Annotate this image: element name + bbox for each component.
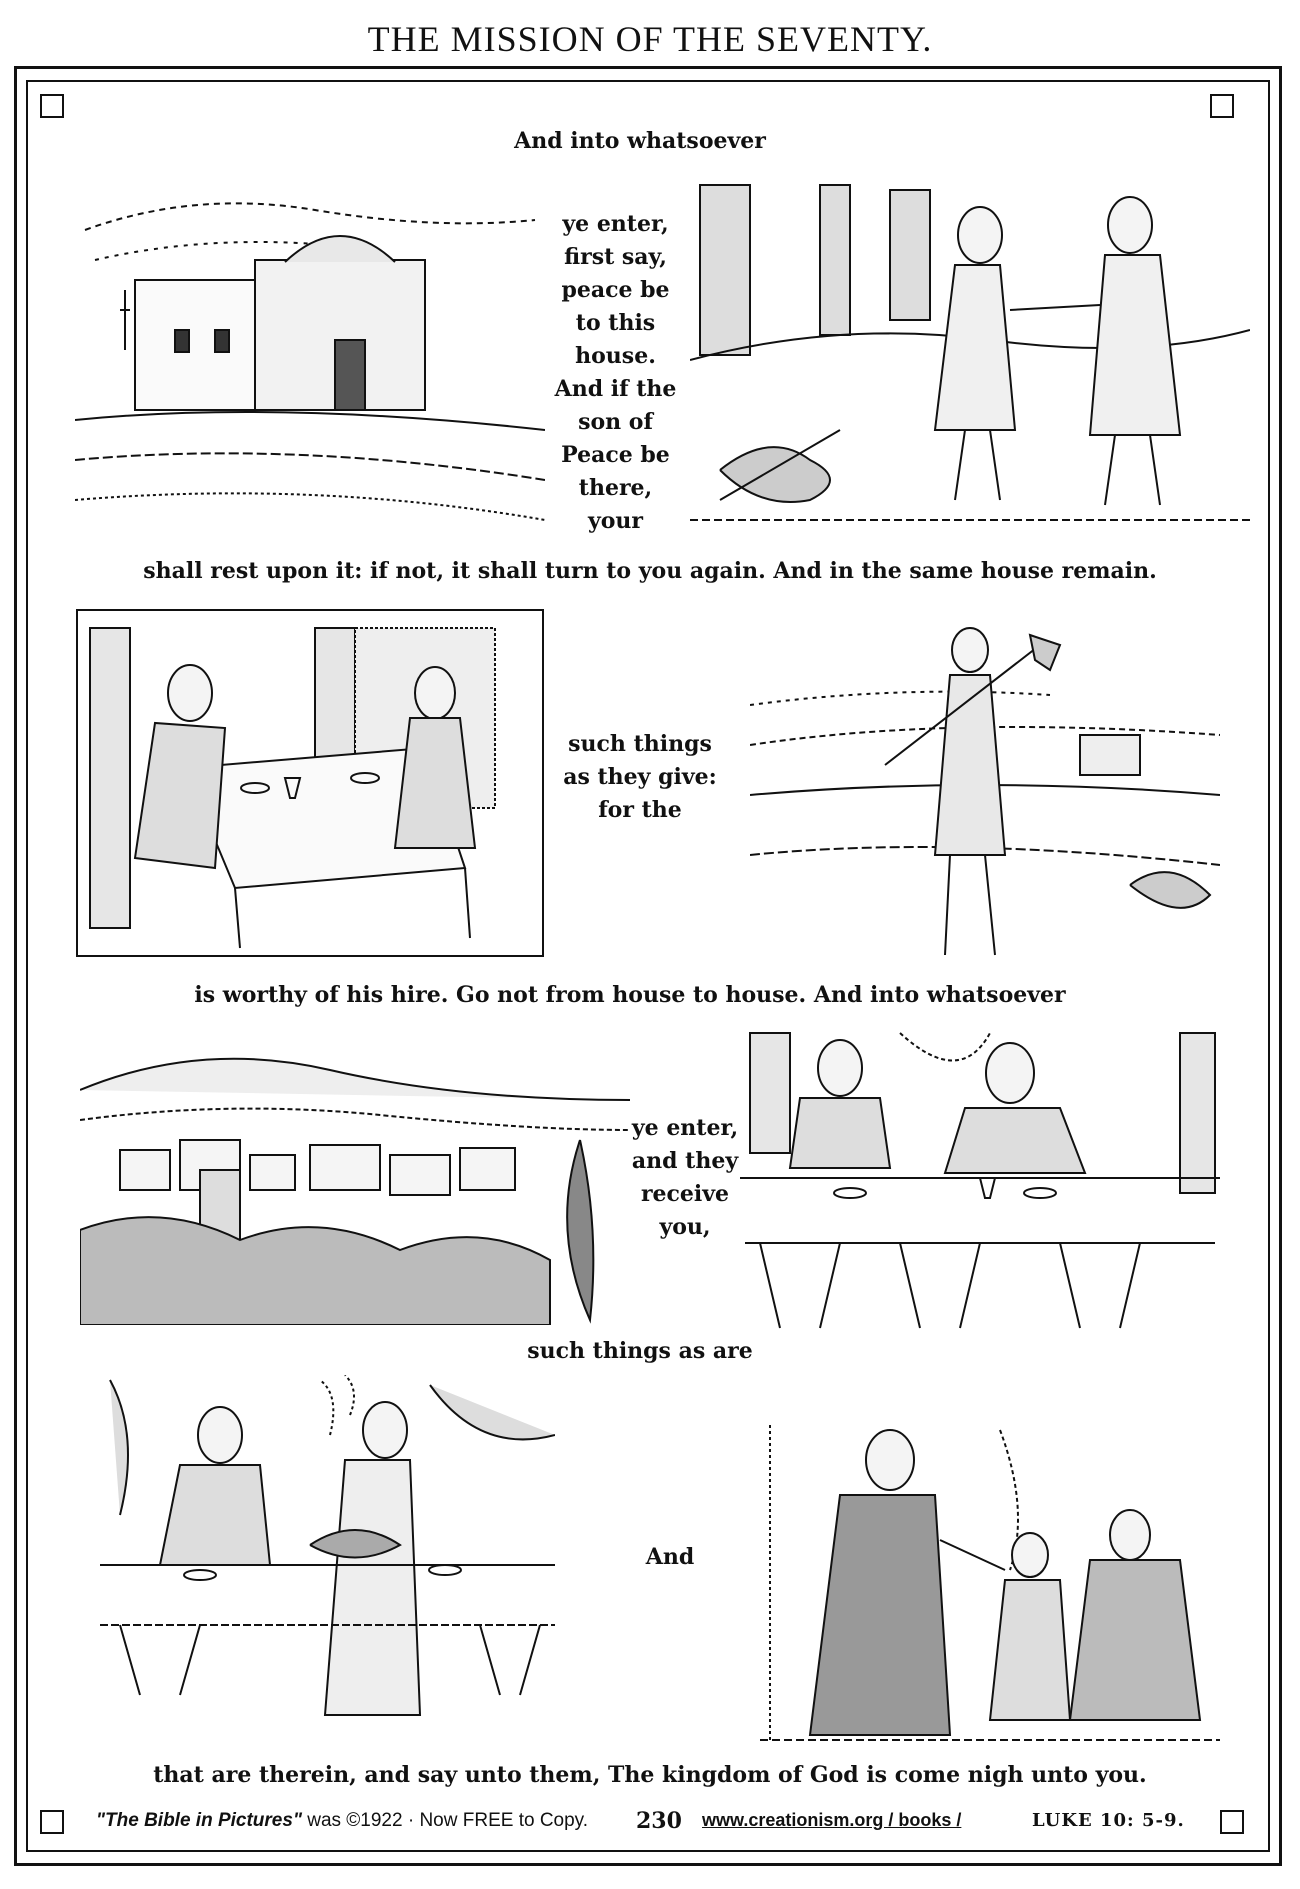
footer-credit <box>96 1810 588 1832</box>
illustration-serving-meal <box>100 1375 555 1735</box>
illustration-laborer-with-spade <box>750 625 1220 970</box>
page-footer <box>0 1810 1300 1840</box>
verse-stack-1-line: house. <box>575 343 656 369</box>
verse-stack-1-line: to this <box>575 310 656 336</box>
illustration-city-view <box>80 1030 630 1325</box>
verse-stack-3-line: receive <box>640 1181 730 1207</box>
verse-stack-1-line: And if the <box>554 376 677 402</box>
verse-stack-3-line: you, <box>659 1214 711 1240</box>
verse-stack-2-line: as they give: <box>563 764 717 790</box>
verse-stack-1-line: son of <box>578 409 653 435</box>
illustration-greeting-men <box>690 180 1250 530</box>
scripture-reference: LUKE 10: 5-9. <box>1032 1810 1185 1831</box>
illustration-hosts-at-table <box>740 1028 1220 1338</box>
verse-and: And <box>645 1544 695 1570</box>
verse-stack-2-line: such things <box>568 731 712 757</box>
verse-stack-1-line: ye enter, <box>562 211 669 237</box>
verse-line-4: such things as are <box>527 1338 753 1364</box>
verse-stack-2 <box>555 728 725 827</box>
verse-line-2: shall rest upon it: if not, it shall turn to you again. And in the same house remain. <box>143 558 1157 584</box>
verse-stack-3-line: ye enter, <box>631 1115 739 1141</box>
verse-line-3: is worthy of his hire. Go not from house to house. And into whatsoever <box>194 982 1066 1008</box>
page-number: 230 <box>636 1808 682 1834</box>
verse-top-line: And into whatsoever <box>514 128 766 154</box>
verse-stack-2-line: for the <box>598 797 682 823</box>
verse-stack-1-line: there, your <box>578 475 653 534</box>
footer-book-title: "The Bible in Pictures" <box>96 1810 302 1831</box>
illustration-dining-two <box>75 608 545 958</box>
verse-stack-1-line: Peace be <box>561 442 670 468</box>
illustration-healing-the-sick <box>760 1420 1220 1750</box>
corner-ornament-top-right <box>1210 94 1234 118</box>
footer-copyright: was ©1922 · Now FREE to Copy. <box>301 1810 589 1831</box>
verse-stack-1-line: peace be <box>561 277 670 303</box>
corner-ornament-top-left <box>40 94 64 118</box>
page-title: THE MISSION OF THE SEVENTY. <box>367 19 933 59</box>
verse-stack-3-line: and they <box>631 1148 739 1174</box>
verse-stack-1-line: first say, <box>564 244 667 270</box>
verse-line-5: that are therein, and say unto them, The kingdom of God is come nigh unto you. <box>153 1762 1147 1788</box>
verse-stack-1 <box>548 208 683 538</box>
verse-stack-3 <box>620 1112 750 1244</box>
illustration-house <box>75 170 545 540</box>
footer-url-link[interactable]: www.creationism.org / books / <box>702 1810 962 1830</box>
